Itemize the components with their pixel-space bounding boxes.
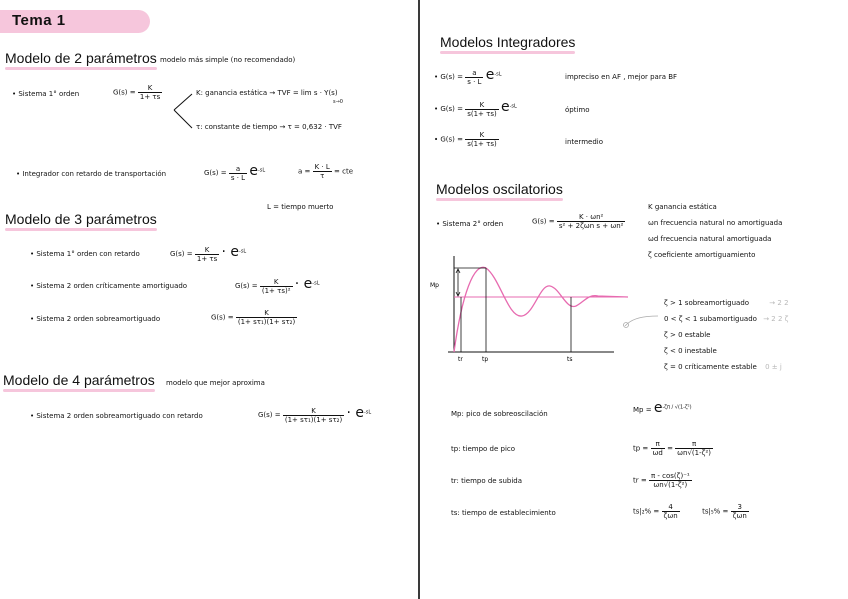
case-4: ζ = 0 críticamente estable 0 ± j: [664, 363, 782, 371]
osc-def-0: K ganancia estática: [648, 203, 717, 211]
cases-pointer: [622, 310, 662, 330]
integrator-label: • Integrador con retardo de transportación: [16, 170, 167, 178]
m3-row1-label: • Sistema 1° orden con retardo: [30, 250, 140, 258]
graph-label-tr: tr: [458, 356, 463, 363]
integ-row3-formula: • G(s) = $\frac{K}{s(1+ \tau s)}$: [434, 131, 497, 148]
page-title: Tema 1: [12, 12, 66, 29]
integ-row2-formula: • G(s) = $\frac{K}{s(1+ \tau s)}$ $e^{-sL}$: [434, 99, 517, 118]
osc-formula: G(s) = $\frac{\text{K · ωn²}}{\text{s² + 2ζωn s + ωn²}}$: [532, 213, 624, 230]
integ-row2-note: óptimo: [565, 106, 590, 114]
integ-row1-note: impreciso en AF , mejor para BF: [565, 73, 678, 81]
osc-def-2: ωd frecuencia natural amortiguada: [648, 235, 772, 243]
graph-response-curve: [454, 267, 628, 352]
param-ts-label: ts: tiempo de establecimiento: [451, 509, 556, 517]
m4-row1-formula: G(s) = $\frac{K}{\text{(1+ sτ₁)(1+ sτ₂)}}$ · $e^{-sL}$: [258, 405, 372, 424]
case-0: ζ > 1 sobreamortiguado → 2 2: [664, 299, 789, 307]
graph-label-mp: Mp: [430, 282, 439, 289]
heading-4-params: Modelo de 4 parámetros: [3, 372, 155, 388]
graph-label-tp: tp: [482, 356, 489, 363]
k-definition: K: ganancia estática → TVF = lim s · Y(s): [196, 89, 338, 97]
sys1-formula: G(s) = $\frac{K}{1+ \tau s}$: [113, 84, 161, 101]
m3-row3-formula: G(s) = $\frac{K}{\text{(1+ sτ₁)(1+ sτ₂)}}$: [211, 309, 296, 326]
case-2: ζ > 0 estable: [664, 331, 711, 339]
param-tr-formula: tr = $\frac{\text{π - cos(ζ)⁻¹}}{\text{ωn√(1-ζ²)}}$: [633, 472, 690, 489]
limit-subscript: s→0: [333, 99, 343, 105]
osc-def-3: ζ coeficiente amortiguamiento: [648, 251, 756, 259]
integ-row3-note: intermedio: [565, 138, 603, 146]
m3-row2-formula: G(s) = $\frac{K}{\text{(1+ τs)²}}$ · $e^{-sL}$: [235, 276, 320, 295]
m3-row1-formula: G(s) = $\frac{K}{1+ \tau s}$ · $e^{-sL}$: [170, 244, 247, 263]
page-divider: [418, 0, 420, 599]
heading-2-params: Modelo de 2 parámetros: [5, 50, 157, 66]
note-4-params: modelo que mejor aproxima: [166, 379, 265, 387]
osc-def-1: ωn frecuencia natural no amortiguada: [648, 219, 783, 227]
heading-3-params: Modelo de 3 parámetros: [5, 211, 157, 227]
m4-row1-label: • Sistema 2 orden sobreamortiguado con retardo: [30, 412, 203, 420]
param-tp-formula: tp = $\frac{\pi}{\omega d}$ = $\frac{\pi}{\text{ωn√(1-ζ²)}}$: [633, 440, 711, 457]
a-definition: a = $\frac{K \cdot L}{\tau}$ = cte: [298, 163, 354, 180]
integ-row1-formula: • G(s) = $\frac{a}{s \cdot L}$ $e^{-sL}$: [434, 67, 502, 86]
param-mp-label: Mp: pico de sobreoscilación: [451, 410, 548, 418]
case-1: 0 < ζ < 1 subamortiguado → 2 2 ζ: [664, 315, 789, 323]
step-response-graph: [428, 254, 633, 366]
brace-lines: [172, 92, 196, 132]
param-tp-label: tp: tiempo de pico: [451, 445, 516, 453]
osc-label: • Sistema 2° orden: [436, 220, 504, 228]
sys1-label: • Sistema 1° orden: [12, 90, 80, 98]
param-ts-formula: ts|₂% = $\frac{4}{\text{ζωn}}$ ts|₅% = $\frac{3}{\text{ζωn}}$: [633, 503, 747, 520]
param-mp-formula: $Mp = e^{-\zeta\pi / √(1-\zeta^2)}$: [633, 400, 692, 416]
note-2-params: modelo más simple (no recomendado): [160, 56, 296, 64]
integrator-formula: G(s) = $\frac{a}{s \cdot L}$ $e^{-sL}$: [204, 163, 266, 182]
tau-definition: τ: constante de tiempo → τ = 0,632 · TVF: [196, 123, 342, 131]
m3-row3-label: • Sistema 2 orden sobreamortiguado: [30, 315, 161, 323]
heading-oscilatorios: Modelos oscilatorios: [436, 181, 563, 197]
l-definition: L = tiempo muerto: [267, 203, 334, 211]
heading-integradores: Modelos Integradores: [440, 34, 575, 50]
case-3: ζ < 0 inestable: [664, 347, 717, 355]
graph-label-ts: ts: [567, 356, 573, 363]
param-tr-label: tr: tiempo de subida: [451, 477, 523, 485]
m3-row2-label: • Sistema 2 orden críticamente amortiguado: [30, 282, 188, 290]
